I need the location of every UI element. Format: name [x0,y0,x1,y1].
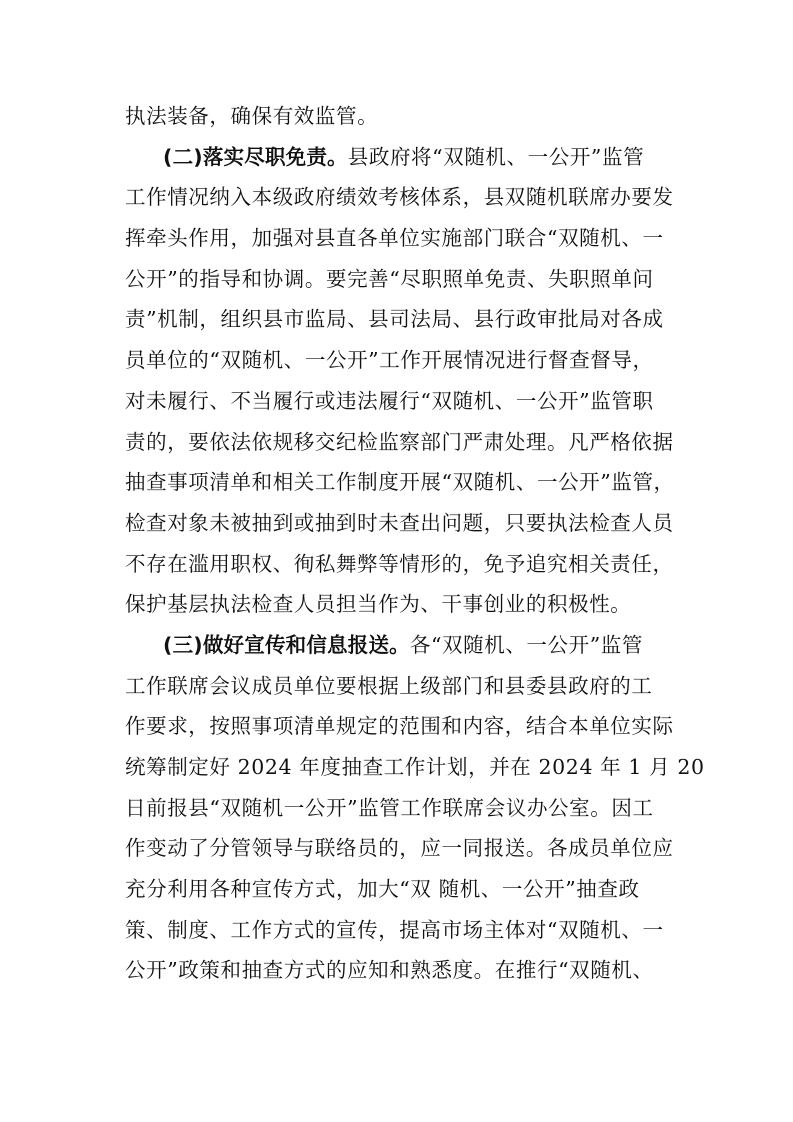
text-line: 各“双随机、一公开”监管 [409,632,644,657]
text-line: 县政府将“双随机、一公开”监管 [347,144,645,169]
document-body [125,96,705,991]
text-line: 充分利用各种宣传方式，加大“双 随机、一公开”抽查政 [125,877,640,902]
text-line: 日前报县“双随机一公开”监管工作联席会议办公室。因工 [125,795,654,820]
text-line: 对未履行、不当履行或违法履行“双随机、一公开”监管职 [125,388,654,413]
text-line: 责的，要依法依规移交纪检监察部门严肃处理。凡严格依据 [125,429,674,454]
text-line: 工作联席会议成员单位要根据上级部门和县委县政府的工 [125,673,653,698]
text-line: 责”机制，组织县市监局、县司法局、县行政审批局对各成 [125,307,664,332]
text-line: 挥牵头作用，加强对县直各单位实施部门联合“双随机、一 [125,226,664,251]
paragraph-line [125,137,680,178]
section-heading-2: (二)落实尽职免责。 [163,144,348,169]
text-line: 保护基层执法检查人员担当作为、干事创业的积极性。 [125,592,632,617]
text-line: 检查对象未被抽到或抽到时未查出问题，只要执法检查人员 [125,510,674,535]
paragraph-line [125,625,680,666]
text-line: 统筹制定好 2024 年度抽查工作计划，并在 2024 年 1 月 20 [125,755,705,779]
text-line: 作变动了分管领导与联络员的，应一同报送。各成员单位应 [125,836,674,861]
text-line: 执法装备，确保有效监管。 [125,104,379,128]
text-line: 公开”的指导和协调。要完善“尽职照单免责、失职照单问 [125,266,654,291]
text-line: 不存在滥用职权、徇私舞弊等情形的，免予追究相关责任， [125,551,674,576]
text-line: 工作情况纳入本级政府绩效考核体系，县双随机联席办要发 [125,185,674,210]
text-line: 策、制度、工作方式的宣传，提高市场主体对“双随机、一 [125,917,664,942]
text-line: 员单位的“双随机、一公开”工作开展情况进行督查督导， [125,348,654,373]
text-line: 公开”政策和抽查方式的应知和熟悉度。在推行“双随机、 [125,958,654,983]
section-heading-3: (三)做好宣传和信息报送。 [163,632,410,657]
text-line: 抽查事项清单和相关工作制度开展“双随机、一公开”监管， [125,470,675,495]
text-line: 作要求，按照事项清单规定的范围和内容，结合本单位实际 [125,714,674,739]
